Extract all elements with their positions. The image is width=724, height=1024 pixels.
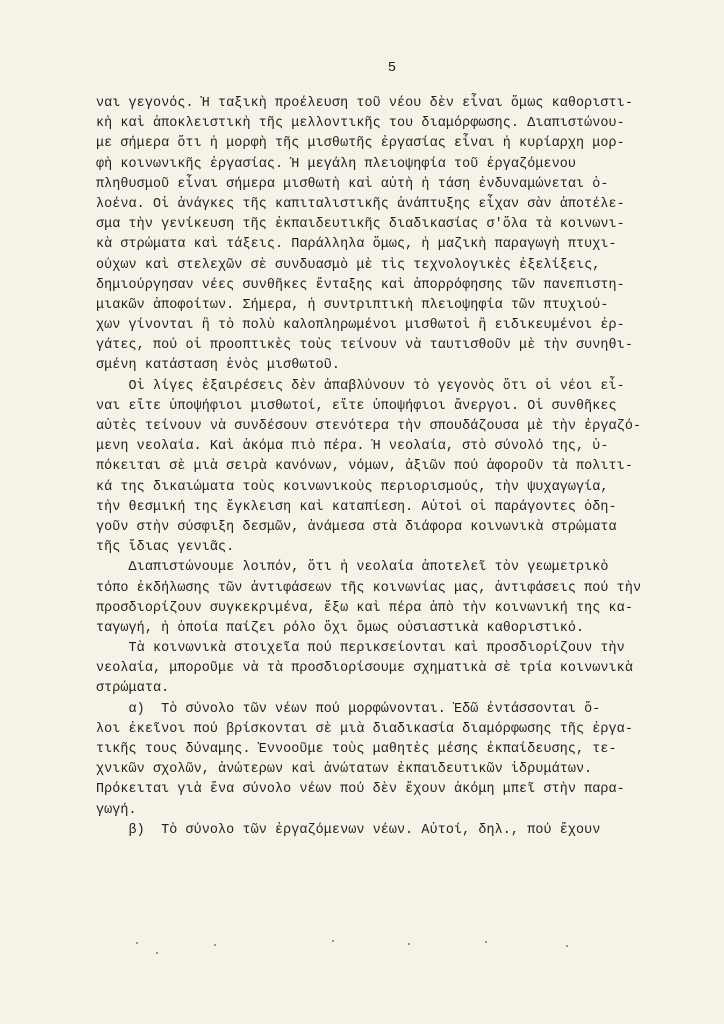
text-line: α) Τὸ σύνολο τῶν νέων πού μορφώνονται. Ἐδῶ ἐντάσσονται ὅ- — [96, 701, 601, 717]
text-line: ναι γεγονός. Ἡ ταξικὴ προέλευση τοῦ νέου δὲν εἶναι ὅμως καθοριστι- — [96, 96, 633, 111]
text-line: σμα τὴν γενίκευση τῆς ἐκπαιδευτικῆς διαδικασίας σ'ὅλα τὰ κοινωνι- — [96, 217, 625, 233]
text-line: φὴ κοινωνικῆς ἐργασίας. Ἡ μεγάλη πλειοψηφία τοῦ ἐργαζόμενου — [96, 156, 577, 172]
text-line: γοῦν στὴν σύσφιξη δεσμῶν, ἀνάμεσα στὰ διάφορα κοινωνικὰ στρώματα — [96, 519, 617, 535]
text-line: σμένη κατάσταση ἑνὸς μισθωτοῦ. — [96, 358, 341, 374]
text-line: μενη νεολαία. Καὶ ἀκόμα πιὸ πέρα. Ἡ νεολαία, στὸ σύνολό της, ὑ- — [96, 439, 609, 455]
text-line: πληθυσμοῦ εἶναι σήμερα μισθωτὴ καὶ αὐτὴ ἡ τάση ἐνδυναμώνεται ὁ- — [96, 176, 609, 192]
text-line: αὐτὲς τείνουν νὰ συνδέσουν στενότερα τὴν σπουδάζουσα μὲ τὴν ἐργαζό- — [96, 419, 642, 434]
text-line: πόκειται σὲ μιὰ σειρὰ κανόνων, νόμων, ἀξιῶν πού ἀφοροῦν τὰ πολιτι- — [96, 459, 633, 475]
text-line: τῆς ἴδιας γενιᾶς. — [96, 540, 235, 556]
text-line: προσδιορίζουν συγκεκριμένα, ἔξω καὶ πέρα ἀπὸ τὴν κοινωνική της κα- — [96, 600, 633, 616]
text-line: νεολαία, μποροῦμε νὰ τὰ προσδιορίσουμε σχηματικὰ σὲ τρία κοινωνικὰ — [96, 661, 633, 677]
text-line: με σήμερα ὅτι ἡ μορφὴ τῆς μισθωτῆς ἐργασίας εἶναι ἡ κυρίαρχη μορ- — [96, 136, 625, 152]
text-line: λοι ἐκεῖνοι πού βρίσκονται σὲ μιὰ διαδικασία διαμόρφωσης τῆς ἐργα- — [96, 721, 633, 737]
text-line: στρώματα. — [96, 681, 170, 697]
text-line: κὰ στρώματα καὶ τάξεις. Παράλληλα ὅμως, ἡ μαζικὴ παραγωγὴ πτυχι- — [96, 237, 617, 253]
text-line: τικῆς τους δύναμης. Ἐννοοῦμε τοὺς μαθητὲς μέσης ἐκπαίδευσης, τε- — [96, 742, 617, 757]
text-line: Διαπιστώνουμε λοιπόν, ὅτι ἡ νεολαία ἀποτελεῖ τὸν γεωμετρικὸ — [96, 560, 609, 576]
text-line: κὴ καὶ ἀποκλειστικὴ τῆς μελλοντικῆς του διαμόρφωσης. Διαπιστώνου- — [96, 116, 625, 132]
text-line: β) Τὸ σύνολο τῶν ἐργαζόμενων νέων. Αὐτοί, δηλ., πού ἔχουν — [96, 822, 601, 838]
text-line: δημιούργησαν νέες συνθῆκες ἔνταξης καὶ ἀπορρόφησης τῶν πανεπιστη- — [96, 277, 625, 293]
text-line — [96, 841, 696, 861]
text-line: Πρόκειται γιὰ ἕνα σύνολο νέων πού δὲν ἔχουν ἀκόμη μπεῖ στὴν παρα- — [96, 782, 625, 798]
text-line: χων γίνονται ἢ τὸ πολὺ καλοπληρωμένοι μισθωτοὶ ἢ ειδικευμένοι ἐρ- — [96, 318, 625, 334]
text-line: τόπο ἐκδήλωσης τῶν ἀντιφάσεων τῆς κοινωνίας μας, ἀντιφάσεις πού τὴν — [96, 580, 642, 596]
text-line: ούχων καὶ στελεχῶν σὲ συνδυασμὸ μὲ τὶς τεχνολογικὲς ἐξελίξεις, — [96, 257, 601, 273]
bleed-through-marks — [96, 938, 696, 958]
text-line: χνικῶν σχολῶν, ἀνώτερων καὶ ἀνώτατων ἐκπαιδευτικῶν ἱδρυμάτων. — [96, 762, 593, 778]
body-text — [96, 94, 696, 861]
text-line: Οἱ λίγες ἐξαιρέσεις δὲν ἀπαβλύνουν τὸ γεγονὸς ὅτι οἱ νέοι εἶ- — [96, 378, 625, 394]
text-line: λοένα. Οἱ ἀνάγκες τῆς καπιταλιστικῆς ἀνάπτυξης εἶχαν σὰν ἀποτέλε- — [96, 196, 625, 212]
text-line: γάτες, πού οἱ προοπτικὲς τοὺς τείνουν νὰ ταυτισθοῦν μὲ τὴν συνηθι- — [96, 338, 633, 354]
text-line: τὴν θεσμική της ἔγκλειση καὶ καταπίεση. Αὐτοὶ οἱ παράγοντες ὁδη- — [96, 499, 617, 515]
text-line: Τὰ κοινωνικὰ στοιχεῖα πού περικσείονται καὶ προσδιορίζουν τὴν — [96, 641, 625, 657]
text-line: κά της δικαιώματα τοὺς κοινωνικοὺς περιορισμούς, τὴν ψυχαγωγία, — [96, 479, 609, 495]
text-line: ναι εἴτε ὑποψήφιοι μισθωτοί, εἴτε ὑποψήφιοι ἄνεργοι. Οἱ συνθῆκες — [96, 398, 617, 414]
text-line: μιακῶν ἀποφοίτων. Σήμερα, ἡ συντριπτικὴ πλειοψηφία τῶν πτυχιού- — [96, 297, 609, 313]
text-line: ταγωγή, ἡ ὁποία παίζει ρόλο ὄχι ὅμως οὐσιαστικὰ καθοριστικό. — [96, 620, 585, 636]
text-line: γωγή. — [96, 802, 137, 818]
page-number: 5 — [387, 60, 397, 76]
